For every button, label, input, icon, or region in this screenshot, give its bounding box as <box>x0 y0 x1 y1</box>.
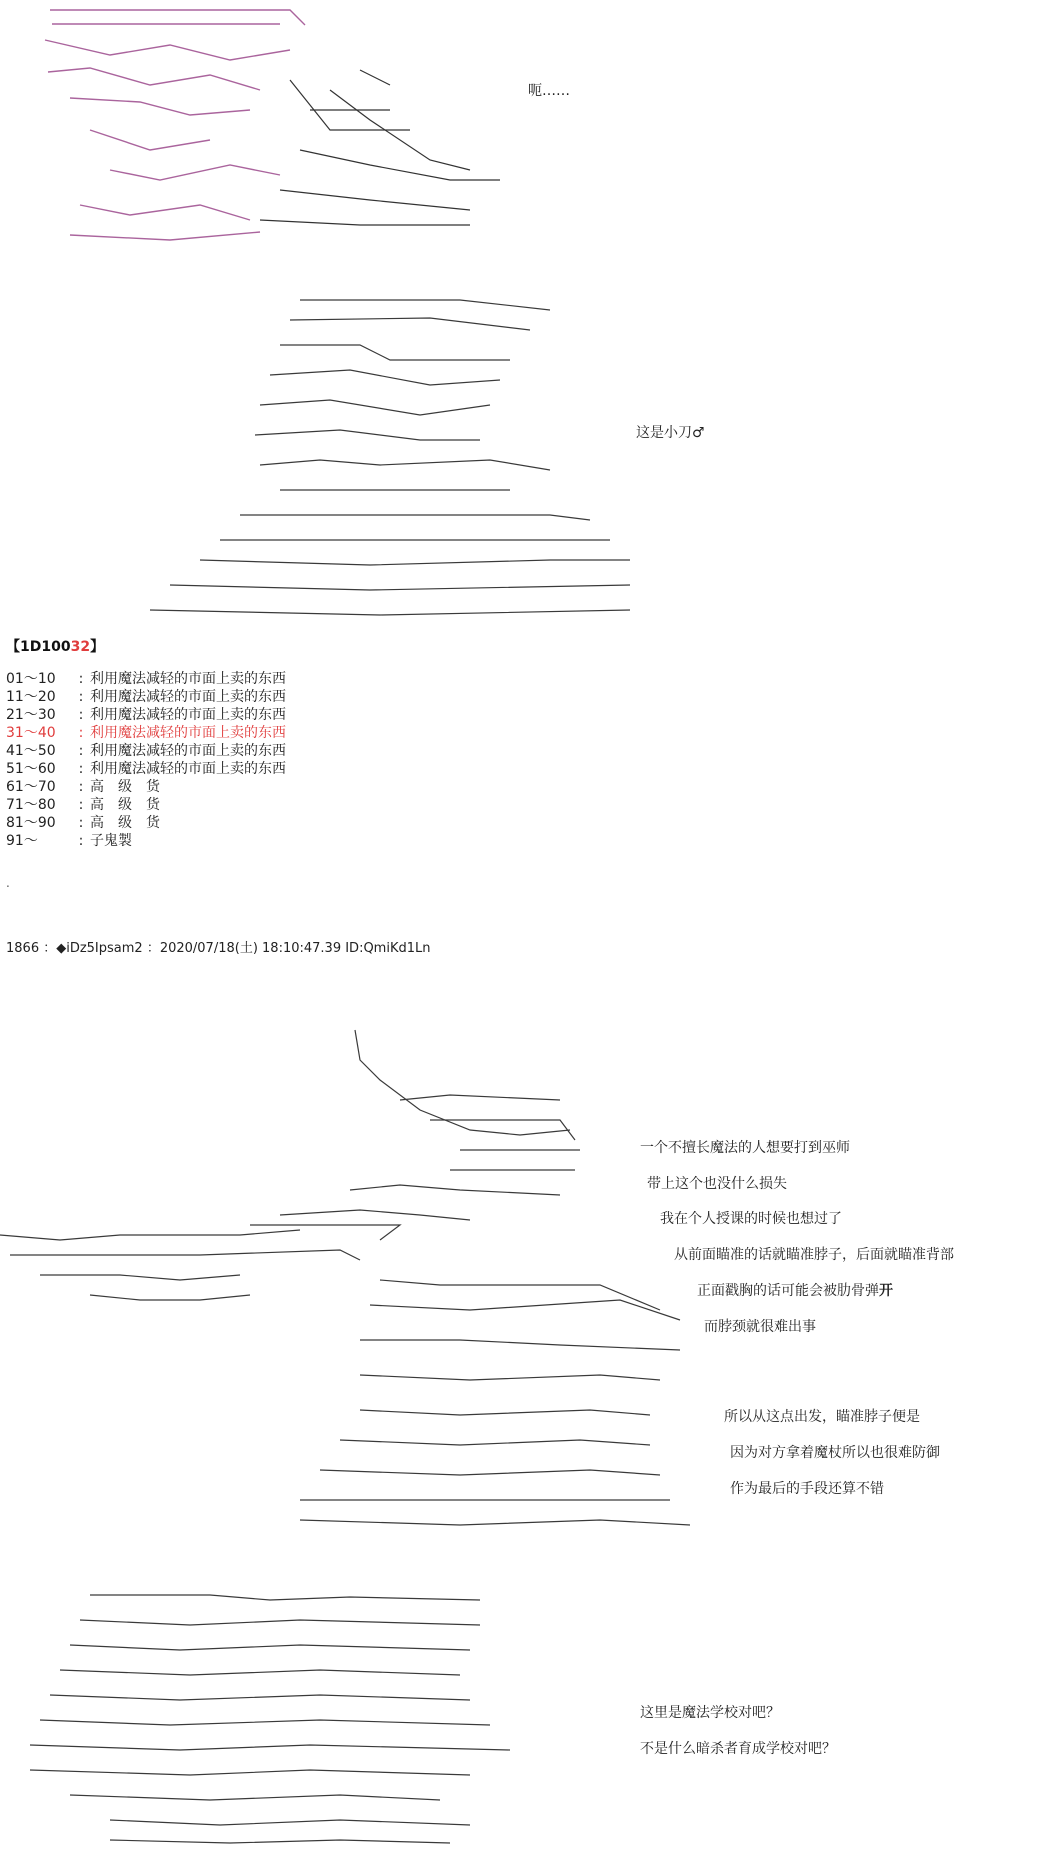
speech-text-1: 呃…… <box>528 83 570 99</box>
row-range: 81～90 <box>6 815 56 831</box>
caption-line: 我在个人授课的时候也想过了 <box>660 1211 842 1227</box>
ascii-art-character-4 <box>10 1585 530 1845</box>
caption-line: 带上这个也没什么损失 <box>647 1176 787 1192</box>
row-result: 利用魔法减轻的市面上卖的东西 <box>90 689 286 705</box>
row-range: 21～30 <box>6 707 56 723</box>
dice-roll-heading <box>6 636 104 656</box>
row-range: 51～60 <box>6 761 56 777</box>
row-result: 高 级 货 <box>90 779 160 795</box>
caption-line: 不是什么暗杀者育成学校对吧？ <box>640 1741 836 1757</box>
caption-line: 从前面瞄准的话就瞄准脖子，后面就瞄准背部 <box>674 1247 954 1263</box>
row-range: 31～40 <box>6 725 56 741</box>
separator-dot: . <box>6 876 10 890</box>
row-result: 利用魔法减轻的市面上卖的东西 <box>90 671 286 687</box>
row-result: 子鬼製 <box>90 833 132 849</box>
ascii-art-character-2 <box>130 290 650 620</box>
row-range: 61～70 <box>6 779 56 795</box>
roll-result-table <box>6 670 286 850</box>
caption-line <box>697 1280 893 1300</box>
dice-roll-label-suffix: 】 <box>90 639 105 655</box>
row-range: 91～ <box>6 833 38 849</box>
row-result: 高 级 货 <box>90 815 160 831</box>
caption-text: 正面戳胸的话可能会被肋骨弹 <box>697 1283 879 1299</box>
row-range: 11～20 <box>6 689 56 705</box>
row-result: 利用魔法减轻的市面上卖的东西 <box>90 743 286 759</box>
caption-emphasis: 开 <box>879 1283 893 1299</box>
row-result: 利用魔法减轻的市面上卖的东西 <box>90 725 286 741</box>
dice-roll-label-prefix: 【1D100 <box>6 639 71 655</box>
caption-line: 作为最后的手段还算不错 <box>730 1481 884 1497</box>
table-row: 51～60 : 利用魔法减轻的市面上卖的东西 <box>6 761 286 777</box>
row-range: 41～50 <box>6 743 56 759</box>
table-row: 41～50 : 利用魔法减轻的市面上卖的东西 <box>6 743 286 759</box>
row-result: 利用魔法减轻的市面上卖的东西 <box>90 761 286 777</box>
table-row: 71～80 : 高 级 货 <box>6 797 160 813</box>
caption-line: 而脖颈就很难出事 <box>704 1319 816 1335</box>
table-row: 91～ : 子鬼製 <box>6 833 132 849</box>
caption-line: 所以从这点出发，瞄准脖子便是 <box>724 1409 920 1425</box>
row-result: 利用魔法减轻的市面上卖的东西 <box>90 707 286 723</box>
row-range: 71～80 <box>6 797 56 813</box>
table-row-highlighted: 31～40 : 利用魔法减轻的市面上卖的东西 <box>6 725 286 741</box>
caption-line: 因为对方拿着魔杖所以也很难防御 <box>730 1445 940 1461</box>
ascii-art-character-3 <box>0 1020 690 1540</box>
row-range: 01～10 <box>6 671 56 687</box>
ascii-art-character-1 <box>30 0 530 265</box>
dice-roll-value: 32 <box>70 639 91 655</box>
table-row: 01～10 : 利用魔法减轻的市面上卖的东西 <box>6 671 286 687</box>
caption-line: 一个不擅长魔法的人想要打到巫师 <box>640 1140 850 1156</box>
table-row: 61～70 : 高 级 货 <box>6 779 160 795</box>
caption-line: 这里是魔法学校对吧？ <box>640 1705 780 1721</box>
table-row: 81～90 : 高 级 货 <box>6 815 160 831</box>
table-row: 21～30 : 利用魔法减轻的市面上卖的东西 <box>6 707 286 723</box>
post-header: 1866 ：◆iDz5Ipsam2 ：2020/07/18(土) 18:10:47.39 ID:QmiKd1Ln <box>6 941 431 956</box>
speech-text-2: 这是小刀♂ <box>636 425 705 441</box>
table-row: 11～20 : 利用魔法减轻的市面上卖的东西 <box>6 689 286 705</box>
row-result: 高 级 货 <box>90 797 160 813</box>
